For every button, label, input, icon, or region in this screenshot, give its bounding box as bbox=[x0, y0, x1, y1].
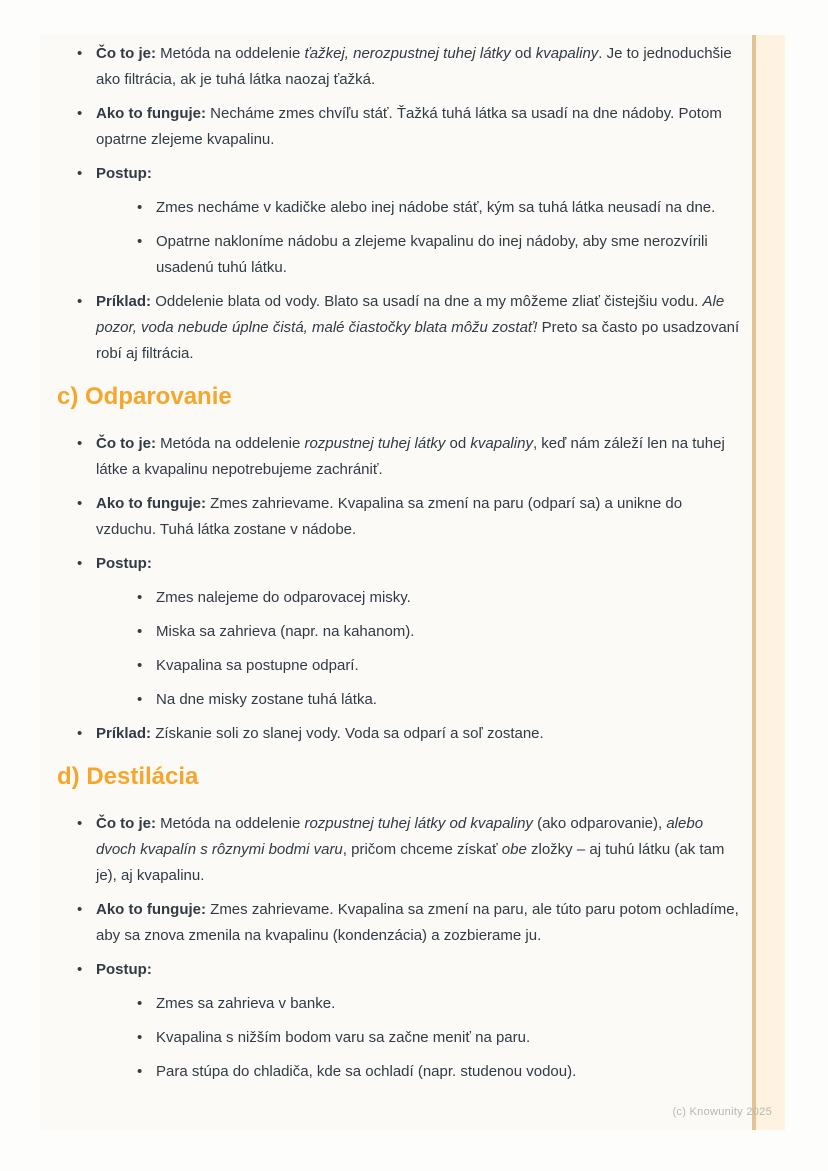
bullet-icon: • bbox=[137, 623, 143, 640]
list-item-text: Ako to funguje: Zmes zahrievame. Kvapalina sa zmení na paru, ale túto paru potom ochladíme, aby sa znova zmenila na kvapalinu (kondenzácia) a zozbierame ju. bbox=[96, 901, 739, 944]
list-item bbox=[40, 551, 742, 577]
bullet-icon: • bbox=[137, 233, 143, 250]
list-item-text: Čo to je: Metóda na oddelenie ťažkej, nerozpustnej tuhej látky od kvapaliny. Je to jednoduchšie ako filtrácia, ak je tuhá látka naozaj ťažká. bbox=[96, 45, 732, 88]
section-heading: d) Destilácia bbox=[57, 763, 199, 790]
list-item-text: Postup: bbox=[96, 165, 152, 182]
list-item bbox=[40, 585, 742, 611]
bullet-icon: • bbox=[77, 435, 83, 452]
bullet-icon: • bbox=[77, 961, 83, 978]
list-item-text: Čo to je: Metóda na oddelenie rozpustnej tuhej látky od kvapaliny (ako odparovanie), alebo dvoch kvapalín s rôznymi bodmi varu, pričom chceme získať obe zložky – aj tuhú látku (ak tam je), aj kvapalinu. bbox=[96, 815, 725, 884]
list-item bbox=[40, 1059, 742, 1085]
list-item bbox=[40, 1025, 742, 1051]
bullet-icon: • bbox=[77, 815, 83, 832]
list-item-text: Zmes sa zahrieva v banke. bbox=[156, 995, 336, 1012]
list-item bbox=[40, 653, 742, 679]
list-item-text: Príklad: Oddelenie blata od vody. Blato sa usadí na dne a my môžeme zliať čistejšiu vodu. Ale pozor, voda nebude úplne čistá, malé čiastočky blata môžu zostať! Preto sa často po usadzovaní robí aj filtrácia. bbox=[96, 293, 740, 362]
list-item-text: Para stúpa do chladiča, kde sa ochladí (napr. studenou vodou). bbox=[156, 1063, 577, 1080]
bullet-icon: • bbox=[77, 725, 83, 742]
list-item-text: Čo to je: Metóda na oddelenie rozpustnej tuhej látky od kvapaliny, keď nám záleží len na tuhej látke a kvapalinu nepotrebujeme zachrániť. bbox=[96, 435, 725, 478]
list-item-text: Ako to funguje: Necháme zmes chvíľu stáť. Ťažká tuhá látka sa usadí na dne nádoby. Potom opatrne zlejeme kvapalinu. bbox=[96, 105, 722, 148]
list-item-text: Postup: bbox=[96, 555, 152, 572]
bullet-icon: • bbox=[77, 293, 83, 310]
bullet-icon: • bbox=[77, 165, 83, 182]
bullet-icon: • bbox=[137, 1029, 143, 1046]
list-item bbox=[40, 101, 742, 153]
bullet-icon: • bbox=[77, 901, 83, 918]
list-item-text: Príklad: Získanie soli zo slanej vody. Voda sa odparí a soľ zostane. bbox=[96, 725, 544, 742]
bullet-icon: • bbox=[137, 691, 143, 708]
list-item-text: Kvapalina s nižším bodom varu sa začne meniť na paru. bbox=[156, 1029, 531, 1046]
bullet-icon: • bbox=[77, 45, 83, 62]
list-item bbox=[40, 811, 742, 889]
list-item-text: Postup: bbox=[96, 961, 152, 978]
list-item bbox=[40, 957, 742, 983]
list-item-text: Zmes nalejeme do odparovacej misky. bbox=[156, 589, 411, 606]
section-heading: c) Odparovanie bbox=[57, 383, 232, 410]
list-item-text: Na dne misky zostane tuhá látka. bbox=[156, 691, 377, 708]
bullet-icon: • bbox=[137, 995, 143, 1012]
bullet-icon: • bbox=[77, 495, 83, 512]
list-item bbox=[40, 991, 742, 1017]
list-item bbox=[40, 687, 742, 713]
bullet-icon: • bbox=[77, 555, 83, 572]
list-item bbox=[40, 619, 742, 645]
list-item-text: Kvapalina sa postupne odparí. bbox=[156, 657, 359, 674]
list-item bbox=[40, 195, 742, 221]
list-item bbox=[40, 431, 742, 483]
footer-watermark: (c) Knowunity 2025 bbox=[672, 1106, 772, 1118]
bullet-icon: • bbox=[137, 657, 143, 674]
list-item bbox=[40, 289, 742, 367]
list-item bbox=[40, 161, 742, 187]
bullet-icon: • bbox=[137, 589, 143, 606]
list-item bbox=[40, 897, 742, 949]
bullet-icon: • bbox=[137, 1063, 143, 1080]
list-item-text: Zmes necháme v kadičke alebo inej nádobe stáť, kým sa tuhá látka neusadí na dne. bbox=[156, 199, 716, 216]
page-sheet bbox=[40, 35, 785, 1130]
list-item-text: Opatrne nakloníme nádobu a zlejeme kvapalinu do inej nádoby, aby sme nerozvírili usadenú tuhú látku. bbox=[156, 233, 708, 276]
list-item bbox=[40, 721, 742, 747]
list-item bbox=[40, 229, 742, 281]
list-item-text: Miska sa zahrieva (napr. na kahanom). bbox=[156, 623, 415, 640]
doc-body bbox=[40, 41, 742, 1093]
list-item bbox=[40, 491, 742, 543]
list-item-text: Ako to funguje: Zmes zahrievame. Kvapalina sa zmení na paru (odparí sa) a unikne do vzduchu. Tuhá látka zostane v nádobe. bbox=[96, 495, 683, 538]
bullet-icon: • bbox=[77, 105, 83, 122]
decorative-edge-band bbox=[752, 35, 785, 1130]
bullet-icon: • bbox=[137, 199, 143, 216]
list-item bbox=[40, 41, 742, 93]
